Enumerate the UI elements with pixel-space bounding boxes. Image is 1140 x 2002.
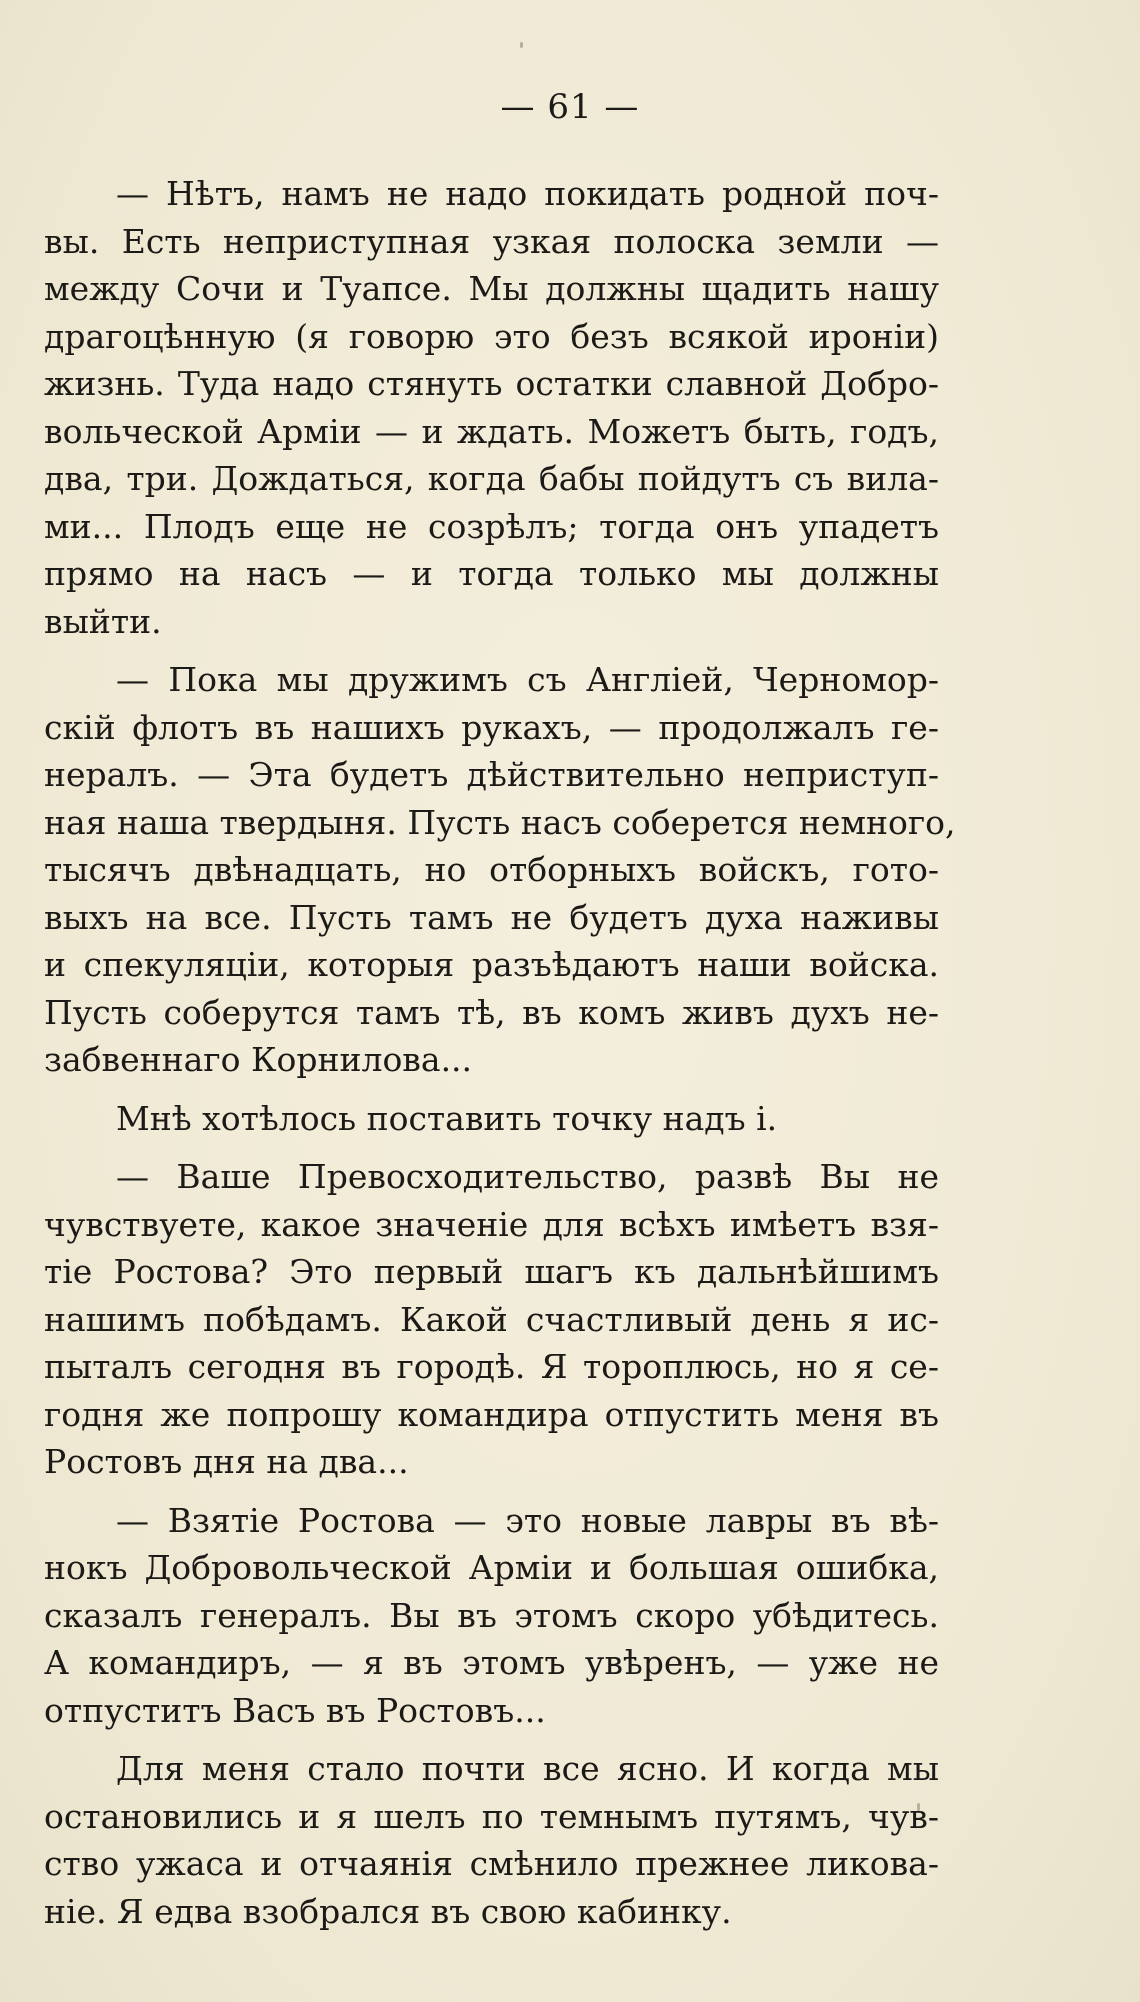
text-line: выхъ на все. Пусть тамъ не будетъ духа наживы <box>44 897 939 937</box>
text-line: скій флотъ въ нашихъ рукахъ, — продолжалъ ге- <box>44 707 939 747</box>
text-line: жизнь. Туда надо стянуть остатки славной Добро- <box>44 364 939 403</box>
text-line: Ростовъ дня на два... <box>44 1442 409 1481</box>
text-line: нералъ. — Эта будетъ дѣйствительно неприступ- <box>44 755 939 794</box>
text-line: выйти. <box>44 601 162 641</box>
text-line: вы. Есть неприступная узкая полоска земли — <box>44 221 939 261</box>
text-line: — Пока мы дружимъ съ Англіей, Черномор- <box>116 660 939 699</box>
page-number: — 61 — <box>500 87 640 127</box>
paragraph-2 <box>44 656 956 1084</box>
text-line: прямо на насъ — и тогда только мы должны <box>44 554 939 593</box>
text-line: нокъ Добровольческой Арміи и большая ошибка, <box>44 1548 939 1587</box>
text-line: нашимъ побѣдамъ. Какой счастливый день я ис- <box>44 1299 939 1339</box>
text-line: ная наша твердыня. Пусть насъ соберется немного, <box>44 802 956 842</box>
text-line: между Сочи и Туапсе. Мы должны щадить нашу <box>44 269 939 308</box>
text-line: забвеннаго Корнилова... <box>44 1040 473 1079</box>
text-line: тіе Ростова? Это первый шагъ къ дальнѣйшимъ <box>44 1252 939 1291</box>
text-line: отпуститъ Васъ въ Ростовъ... <box>44 1690 546 1730</box>
text-line: годня же попрошу командира отпустить меня въ <box>44 1394 939 1434</box>
text-line: Пусть соберутся тамъ тѣ, въ комъ живъ духъ не- <box>44 992 939 1032</box>
body-text <box>44 170 956 1946</box>
text-line: и спекуляціи, которыя разъѣдаютъ наши войска. <box>44 945 939 984</box>
text-line: Для меня стало почти все ясно. И когда мы <box>116 1749 939 1788</box>
text-line: — Нѣтъ, намъ не надо покидать родной поч- <box>116 174 939 213</box>
text-line: А командиръ, — я въ этомъ увѣренъ, — уже не <box>44 1643 939 1682</box>
paper-speck <box>520 42 523 48</box>
text-line: — Ваше Превосходительство, развѣ Вы не <box>116 1157 939 1196</box>
text-line: вольческой Арміи — и ждать. Можетъ быть, годъ, <box>44 411 939 451</box>
paragraph-4 <box>44 1153 939 1486</box>
paragraph-5 <box>44 1497 939 1735</box>
paragraph-3 <box>44 1095 939 1143</box>
text-line: ніе. Я едва взобрался въ свою кабинку. <box>44 1891 732 1931</box>
text-line: тысячъ двѣнадцать, но отборныхъ войскъ, гото- <box>44 850 939 889</box>
text-line: сказалъ генералъ. Вы въ этомъ скоро убѣдитесь. <box>44 1595 939 1635</box>
text-line: ство ужаса и отчаянія смѣнило прежнее ликова- <box>44 1844 939 1883</box>
text-line: Мнѣ хотѣлось поставить точку надъ і. <box>116 1098 778 1138</box>
text-line: два, три. Дождаться, когда бабы пойдутъ съ вила- <box>44 459 939 498</box>
paragraph-6 <box>44 1745 939 1935</box>
text-line: — Взятіе Ростова — это новые лавры въ вѣ- <box>116 1500 939 1540</box>
text-line: пыталъ сегодня въ городѣ. Я тороплюсь, но я се- <box>44 1347 939 1386</box>
text-line: драгоцѣнную (я говорю это безъ всякой ироніи) <box>44 316 939 356</box>
text-line: остановились и я шелъ по темнымъ путямъ, чув- <box>44 1796 939 1836</box>
text-line: ми... Плодъ еще не созрѣлъ; тогда онъ упадетъ <box>44 506 939 546</box>
paragraph-1 <box>44 170 939 645</box>
text-line: чувствуете, какое значеніе для всѣхъ имѣетъ взя- <box>44 1204 939 1244</box>
